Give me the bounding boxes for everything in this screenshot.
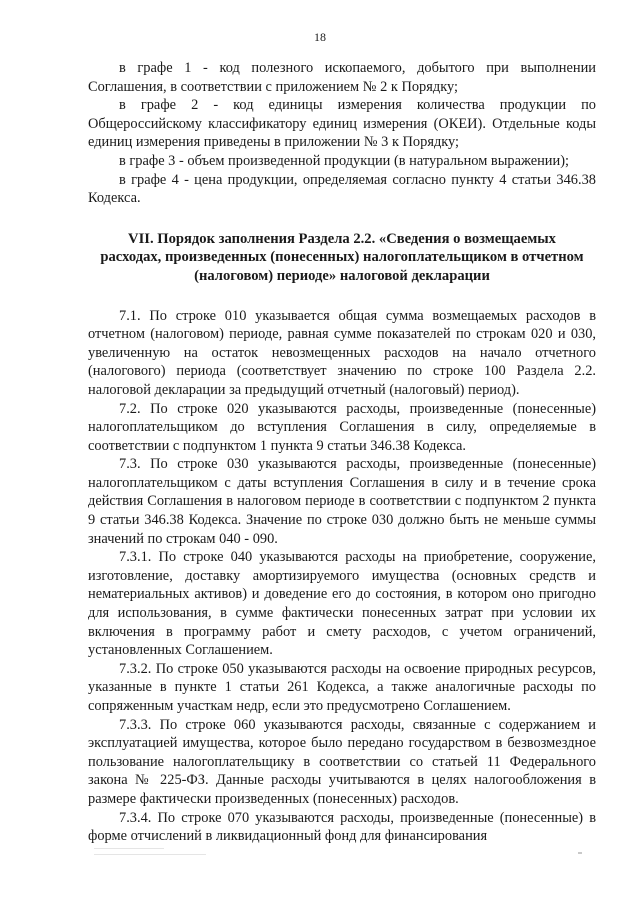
section-heading-line: расходах, произведенных (понесенных) налогоплательщиком в отчетном xyxy=(100,249,584,266)
intro-paragraph: в графе 3 - объем произведенной продукции (в натуральном выражении); xyxy=(119,152,569,169)
intro-paragraph: в графе 2 - код единицы измерения количества продукции по Общероссийскому классификатору единиц измерения (ОКЕИ). Отдельные коды единиц измерения приведены в приложении № 3 к Порядку; xyxy=(88,97,596,151)
paragraph-7-3-4: 7.3.4. По строке 070 указываются расходы, произведенные (понесенные) в форме отчислений в ликвидационный фонд для финансирования xyxy=(88,809,596,845)
paragraph-7-3-3: 7.3.3. По строке 060 указываются расходы, связанные с содержанием и эксплуатацией имущества, которое было передано государством в безвозмездное пользование налогоплательщику в соответствии со статьей 11 Федерального закона № 225-ФЗ. Данные расходы учитываются в целях налогообложения в размере фактически произведенных (понесенных) расходов. xyxy=(88,716,596,807)
faint-scan-dot xyxy=(578,852,582,854)
faint-scan-mark xyxy=(94,848,214,864)
intro-paragraph: в графе 4 - цена продукции, определяемая согласно пункту 4 статьи 346.38 Кодекса. xyxy=(88,171,596,207)
paragraph-7-2: 7.2. По строке 020 указываются расходы, произведенные (понесенные) налогоплательщиком до вступления Соглашения в силу, определяемые в соответствии с подпунктом 1 пункта 9 статьи 346.38 Кодекса. xyxy=(88,400,596,454)
page-number: 18 xyxy=(314,30,326,44)
paragraph-7-3-1: 7.3.1. По строке 040 указываются расходы на приобретение, сооружение, изготовление, доставку амортизируемого имущества (основных средств и нематериальных активов) и доведение его до состояния, в котором оно пригодно для использования, в сумме фактически понесенных затрат при условии их включения в программу работ и смету расходов, с учетом ограничений, установленных Соглашением. xyxy=(88,549,596,659)
paragraph-7-3: 7.3. По строке 030 указываются расходы, произведенные (понесенные) налогоплательщиком с даты вступления Соглашения в силу и в течение срока действия Соглашения в налоговом периоде в соответствии с подпунктом 2 пункта 9 статьи 346.38 Кодекса. Значение по строке 030 должно быть не меньше суммы значений по строкам 040 - 090. xyxy=(88,456,596,547)
paragraph-7-3-2: 7.3.2. По строке 050 указываются расходы на освоение природных ресурсов, указанные в пункте 1 статьи 261 Кодекса, а также аналогичные расходы по сопряженным участкам недр, если это предусмотрено Соглашением. xyxy=(88,660,596,714)
section-heading-line: VII. Порядок заполнения Раздела 2.2. «Сведения о возмещаемых xyxy=(128,230,556,247)
section-heading xyxy=(88,230,596,286)
section-heading-line: (налоговом) периоде» налоговой декларации xyxy=(194,267,490,284)
intro-paragraph: в графе 1 - код полезного ископаемого, добытого при выполнении Соглашения, в соответствии с приложением № 2 к Порядку; xyxy=(88,60,596,95)
document-body xyxy=(88,59,596,846)
paragraph-7-1: 7.1. По строке 010 указывается общая сумма возмещаемых расходов в отчетном (налоговом) периоде, равная сумме показателей по строкам 020 и 030, увеличенную на остаток невозмещенных расходов на начало отчетного (налогового) периода (соответствует значению по строке 100 Раздела 2.2. налоговой декларации за предыдущий отчетный (налоговый) период). xyxy=(88,307,596,398)
